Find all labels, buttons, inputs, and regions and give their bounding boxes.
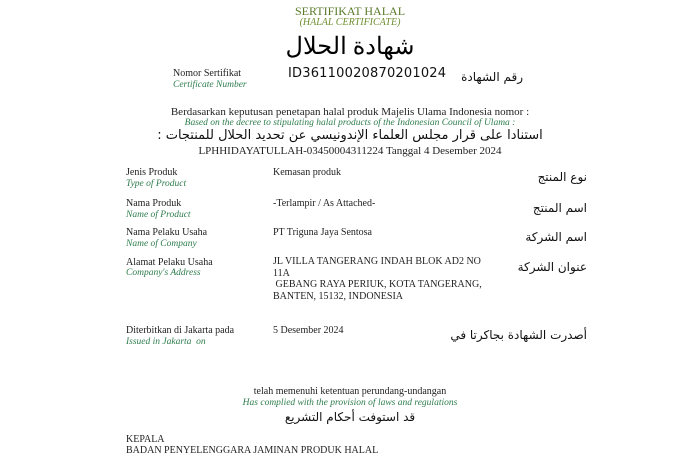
product-type-label-arabic: نوع المنتج xyxy=(537,170,587,184)
address-line: 11A xyxy=(273,267,290,279)
issued-label: Diterbitkan di Jakarta pada xyxy=(126,325,235,336)
signatory-title: KEPALA xyxy=(126,434,165,445)
company-address-label-english: Company's Address xyxy=(126,268,201,278)
product-type-label: Jenis Produk xyxy=(126,167,178,178)
address-line: JL VILLA TANGERANG INDAH BLOK AD2 NO xyxy=(273,256,481,267)
issued-date-value: 5 Desember 2024 xyxy=(273,325,344,336)
decree-line: Berdasarkan keputusan penetapan halal produk Majelis Ulama Indonesia nomor : xyxy=(170,106,530,118)
company-address-label-arabic: عنوان الشركة xyxy=(517,260,587,274)
certificate-title: SERTIFIKAT HALAL xyxy=(294,4,406,18)
compliance-line: telah memenuhi ketentuan perundang-undangan xyxy=(253,386,447,397)
product-type-value: Kemasan produk xyxy=(273,167,342,178)
address-line: BANTEN, 15132, INDONESIA xyxy=(273,290,403,302)
address-line: GEBANG RAYA PERIUK, KOTA TANGERANG, xyxy=(273,279,482,290)
signatory-agency: BADAN PENYELENGGARA JAMINAN PRODUK HALAL xyxy=(126,445,379,456)
cert-number-value: ID36110020870201024 xyxy=(288,66,447,81)
cert-number-label-english: Certificate Number xyxy=(173,80,247,90)
compliance-line-arabic: قد استوفت أحكام التشريع xyxy=(284,410,416,424)
decree-line-english: Based on the decree to stipulating halal products of the Indonesian Council of Ulama : xyxy=(184,118,516,128)
cert-number-label-arabic: رقم الشهادة xyxy=(461,70,523,84)
company-address-value xyxy=(273,256,482,302)
company-name-label: Nama Pelaku Usaha xyxy=(126,227,208,238)
company-name-value: PT Triguna Jaya Sentosa xyxy=(273,227,372,238)
company-address-label: Alamat Pelaku Usaha xyxy=(126,257,213,268)
product-type-label-english: Type of Product xyxy=(126,179,187,189)
compliance-line-english: Has complied with the provision of laws and regulations xyxy=(242,398,458,408)
certificate-title-english: (HALAL CERTIFICATE) xyxy=(299,17,401,28)
product-name-label-english: Name of Product xyxy=(126,210,191,220)
product-name-value: -Terlampir / As Attached- xyxy=(273,198,376,209)
company-name-label-english: Name of Company xyxy=(126,239,197,249)
issued-label-english: Issued in Jakarta on xyxy=(126,337,206,347)
product-name-label-arabic: اسم المنتج xyxy=(532,201,587,215)
product-name-label: Nama Produk xyxy=(126,198,182,209)
issued-label-arabic: أصدرت الشهادة بجاكرتا في xyxy=(450,328,587,342)
certificate-title-arabic: شهادة الحلال xyxy=(285,34,415,60)
company-name-label-arabic: اسم الشركة xyxy=(525,230,587,244)
decree-number: LPHHIDAYATULLAH-03450004311224 Tanggal 4 Desember 2024 xyxy=(198,145,502,157)
decree-line-arabic: استنادا على قرار مجلس العلماء الإندونيسي عن تحديد الحلال للمنتجات : xyxy=(157,128,543,143)
cert-number-label: Nomor Sertifikat xyxy=(173,68,242,79)
